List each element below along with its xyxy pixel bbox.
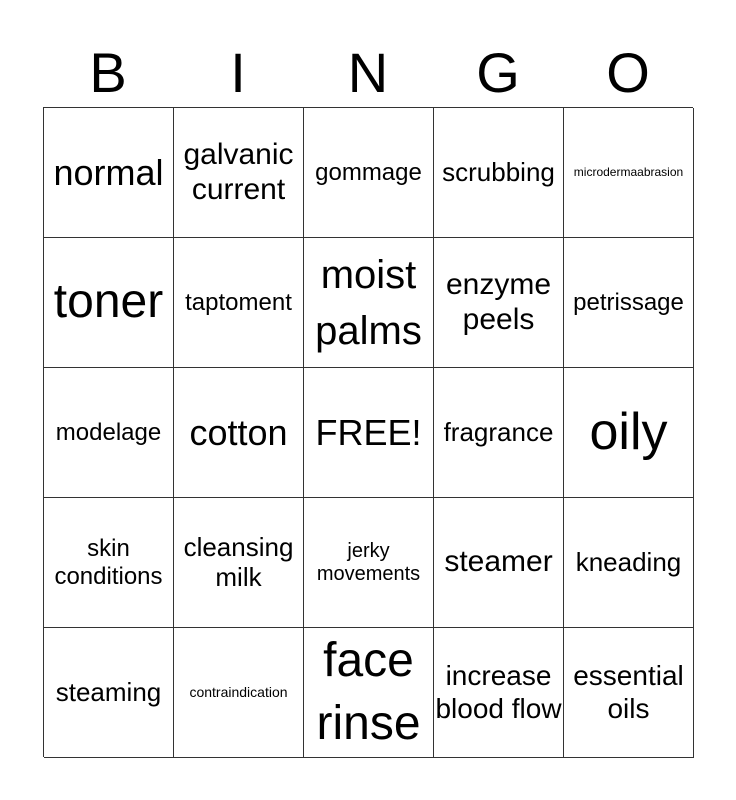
bingo-cell[interactable]	[44, 108, 174, 238]
bingo-cell[interactable]	[304, 238, 434, 368]
bingo-cell[interactable]	[564, 238, 694, 368]
bingo-cell[interactable]	[564, 108, 694, 238]
cell-label: steamer	[444, 545, 553, 579]
cell-label: increase blood flow	[435, 660, 562, 724]
cell-label: scrubbing	[442, 156, 555, 187]
bingo-cell[interactable]	[44, 238, 174, 368]
cell-label: essential oils	[573, 660, 684, 724]
bingo-cell[interactable]	[174, 368, 304, 498]
header-letter-i: I	[230, 41, 246, 104]
cell-label: normal	[53, 151, 164, 193]
cell-label: gommage	[315, 158, 422, 186]
bingo-cell[interactable]	[434, 368, 564, 498]
cell-label: contraindication	[189, 684, 288, 701]
cell-label: fragrance	[443, 416, 554, 447]
cell-label: kneading	[575, 546, 682, 577]
cell-label: jerky movements	[316, 539, 421, 585]
bingo-cell[interactable]	[304, 498, 434, 628]
bingo-cell[interactable]	[564, 368, 694, 498]
bingo-cell[interactable]	[564, 628, 694, 758]
cell-label: cotton	[189, 411, 288, 453]
cell-label: taptoment	[185, 288, 292, 316]
bingo-cell[interactable]	[304, 628, 434, 758]
bingo-cell[interactable]	[174, 498, 304, 628]
free-space-label: FREE!	[315, 411, 422, 453]
cell-label: moist palms	[315, 252, 422, 353]
cell-label: galvanic current	[183, 138, 294, 206]
cell-label: oily	[589, 402, 668, 461]
bingo-cell[interactable]	[44, 368, 174, 498]
header-letter-o: O	[606, 41, 650, 104]
bingo-cell[interactable]	[564, 498, 694, 628]
bingo-cell[interactable]	[434, 238, 564, 368]
cell-label: enzyme peels	[445, 268, 552, 336]
cell-label: modelage	[55, 418, 162, 446]
bingo-cell[interactable]	[174, 238, 304, 368]
bingo-cell[interactable]	[174, 108, 304, 238]
free-space-cell[interactable]	[304, 368, 434, 498]
bingo-cell[interactable]	[174, 628, 304, 758]
cell-label: face rinse	[316, 634, 421, 750]
bingo-cell[interactable]	[304, 108, 434, 238]
cell-label: microdermaabrasion	[573, 164, 684, 179]
bingo-header	[43, 40, 693, 106]
bingo-board	[43, 107, 693, 757]
bingo-cell[interactable]	[44, 628, 174, 758]
cell-label: steaming	[55, 676, 162, 707]
bingo-cell[interactable]	[434, 628, 564, 758]
header-letter-b: B	[89, 41, 127, 104]
cell-label: cleansing milk	[183, 531, 294, 592]
cell-label: skin conditions	[54, 534, 163, 590]
bingo-cell[interactable]	[434, 108, 564, 238]
bingo-cell[interactable]	[434, 498, 564, 628]
header-letter-g: G	[476, 41, 520, 104]
bingo-cell[interactable]	[44, 498, 174, 628]
header-letter-n: N	[347, 41, 389, 104]
cell-label: toner	[53, 275, 164, 329]
cell-label: petrissage	[573, 288, 684, 316]
